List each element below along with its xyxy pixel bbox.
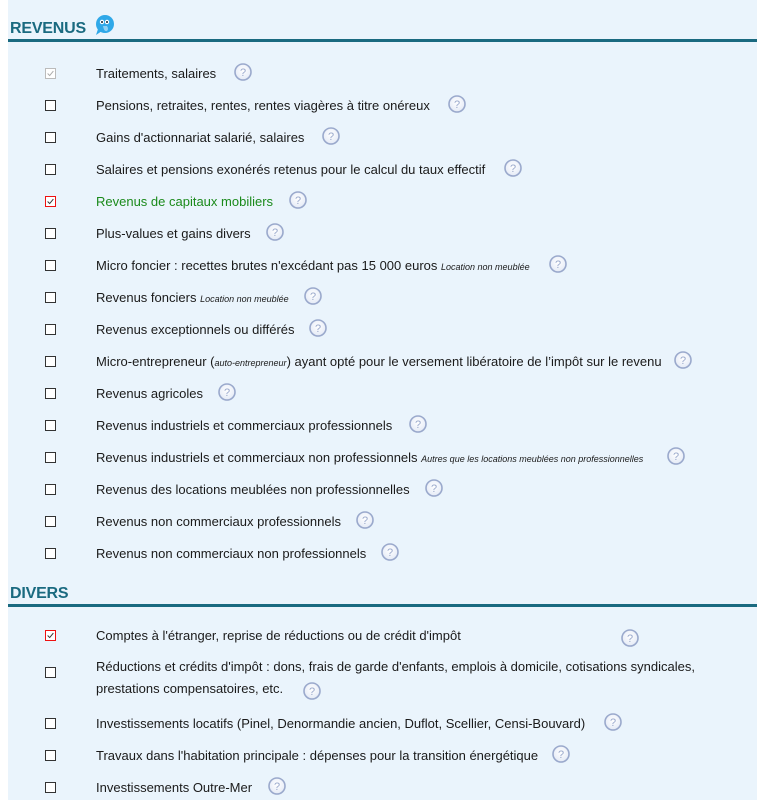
- svg-text:?: ?: [309, 291, 317, 303]
- check-icon: [46, 631, 55, 640]
- item-note: Location non meublée: [200, 294, 289, 304]
- item-checkbox[interactable]: [45, 132, 56, 143]
- question-mark-icon[interactable]: [666, 446, 686, 466]
- item-label-text: Gains d'actionnariat salarié, salaires: [96, 130, 305, 145]
- item-label[interactable]: [96, 546, 366, 562]
- section-title: DIVERS: [10, 585, 69, 602]
- item-label[interactable]: [96, 322, 295, 338]
- item-checkbox[interactable]: [45, 228, 56, 239]
- item-label[interactable]: [96, 354, 662, 371]
- item-label-text: Revenus fonciers: [96, 290, 197, 305]
- svg-text:?: ?: [609, 717, 617, 729]
- item-checkbox[interactable]: [45, 164, 56, 175]
- question-mark-icon[interactable]: [355, 510, 375, 530]
- item-label-text: Revenus exceptionnels ou différés: [96, 322, 295, 337]
- item-label-text: Investissements locatifs (Pinel, Denormandie ancien, Duflot, Scellier, Censi-Bouvard): [96, 716, 586, 731]
- item-label-text: Revenus non commerciaux professionnels: [96, 514, 341, 529]
- item-label[interactable]: [96, 418, 392, 434]
- item-checkbox[interactable]: [45, 782, 56, 793]
- item-checkbox[interactable]: [45, 548, 56, 559]
- question-mark-icon[interactable]: [620, 628, 640, 648]
- item-label-text: Investissements Outre-Mer: [96, 780, 253, 795]
- svg-text:?: ?: [271, 227, 279, 239]
- item-label[interactable]: [96, 130, 304, 146]
- help-mascot-icon[interactable]: [94, 14, 116, 36]
- svg-text:?: ?: [239, 67, 247, 79]
- check-icon: [46, 197, 55, 206]
- svg-text:?: ?: [308, 686, 316, 698]
- item-label-text: Pensions, retraites, rentes, rentes viagères à titre onéreux: [96, 98, 430, 113]
- item-label[interactable]: [96, 482, 410, 498]
- item-checkbox[interactable]: [45, 324, 56, 335]
- svg-text:?: ?: [557, 749, 565, 761]
- svg-text:?: ?: [223, 387, 231, 399]
- item-label-text: Revenus non commerciaux non professionnels: [96, 546, 367, 561]
- question-mark-icon[interactable]: [217, 382, 237, 402]
- svg-text:?: ?: [273, 781, 281, 793]
- svg-text:?: ?: [327, 131, 335, 143]
- item-label[interactable]: [96, 98, 430, 114]
- svg-text:?: ?: [386, 547, 394, 559]
- svg-text:?: ?: [453, 99, 461, 111]
- question-mark-icon[interactable]: [321, 126, 341, 146]
- question-mark-icon[interactable]: [603, 712, 623, 732]
- item-checkbox[interactable]: [45, 388, 56, 399]
- question-mark-icon[interactable]: [308, 318, 328, 338]
- item-label[interactable]: [96, 258, 530, 275]
- item-label-text: Travaux dans l'habitation principale : dépenses pour la transition énergétique: [96, 748, 539, 763]
- question-mark-icon[interactable]: [302, 681, 322, 701]
- item-label-text: Comptes à l'étranger, reprise de réductions ou de crédit d'impôt: [96, 628, 461, 643]
- svg-text:?: ?: [314, 323, 322, 335]
- item-checkbox[interactable]: [45, 292, 56, 303]
- svg-text:?: ?: [294, 195, 302, 207]
- question-mark-icon[interactable]: [380, 542, 400, 562]
- item-checkbox[interactable]: [45, 484, 56, 495]
- item-checkbox[interactable]: [45, 750, 56, 761]
- item-checkbox[interactable]: [45, 452, 56, 463]
- item-label-text: Plus-values et gains divers: [96, 226, 251, 241]
- section-title: REVENUS: [10, 20, 86, 37]
- item-label-text: Revenus de capitaux mobiliers: [96, 194, 274, 209]
- item-label[interactable]: [96, 386, 203, 402]
- svg-text:?: ?: [679, 355, 687, 367]
- item-checkbox[interactable]: [45, 260, 56, 271]
- item-label-small: auto-entrepreneur: [214, 358, 287, 368]
- section-header-revenus: [8, 0, 757, 42]
- item-checkbox[interactable]: [45, 630, 56, 641]
- item-note: Autres que les locations meublées non professionnelles: [421, 454, 644, 464]
- item-label[interactable]: [96, 656, 716, 700]
- question-mark-icon[interactable]: [267, 776, 287, 796]
- item-checkbox[interactable]: [45, 196, 56, 207]
- item-label[interactable]: [96, 226, 251, 242]
- question-mark-icon[interactable]: [503, 158, 523, 178]
- item-checkbox[interactable]: [45, 516, 56, 527]
- item-label[interactable]: [96, 450, 643, 467]
- declaration-panel: [8, 0, 757, 800]
- check-icon: [46, 69, 55, 78]
- item-label-text: Revenus industriels et commerciaux professionnels: [96, 418, 393, 433]
- svg-text:?: ?: [361, 515, 369, 527]
- svg-text:?: ?: [554, 259, 562, 271]
- item-label[interactable]: [96, 748, 538, 764]
- question-mark-icon[interactable]: [233, 62, 253, 82]
- section-header-divers: [8, 580, 757, 607]
- item-checkbox[interactable]: [45, 356, 56, 367]
- item-label-text: Revenus agricoles: [96, 386, 203, 401]
- svg-text:?: ?: [430, 483, 438, 495]
- svg-text:?: ?: [414, 419, 422, 431]
- item-label[interactable]: [96, 628, 461, 644]
- question-mark-icon[interactable]: [548, 254, 568, 274]
- item-label[interactable]: [96, 194, 273, 210]
- item-label[interactable]: [96, 162, 485, 178]
- item-checkbox[interactable]: [45, 100, 56, 111]
- item-note: Location non meublée: [441, 262, 530, 272]
- item-label[interactable]: [96, 716, 585, 732]
- item-checkbox: [45, 68, 56, 79]
- item-label[interactable]: [96, 290, 289, 307]
- question-mark-icon[interactable]: [447, 94, 467, 114]
- question-mark-icon[interactable]: [424, 478, 444, 498]
- item-label-text: Revenus industriels et commerciaux non professionnels: [96, 450, 418, 465]
- question-mark-icon[interactable]: [288, 190, 308, 210]
- svg-text:?: ?: [509, 163, 517, 175]
- item-label-text: Micro-entrepreneur (: [96, 354, 215, 369]
- svg-text:?: ?: [626, 633, 634, 645]
- item-label-text: Traitements, salaires: [96, 66, 217, 81]
- question-mark-icon[interactable]: [673, 350, 693, 370]
- item-checkbox[interactable]: [45, 420, 56, 431]
- svg-text:?: ?: [672, 451, 680, 463]
- item-label-text: Salaires et pensions exonérés retenus pour le calcul du taux effectif: [96, 162, 486, 177]
- question-mark-icon[interactable]: [303, 286, 323, 306]
- item-label[interactable]: [96, 514, 341, 530]
- item-checkbox[interactable]: [45, 667, 56, 678]
- question-mark-icon[interactable]: [551, 744, 571, 764]
- item-checkbox[interactable]: [45, 718, 56, 729]
- item-label-text: Réductions et crédits d'impôt : dons, frais de garde d'enfants, emplois à domicile, cotisations syndicales, prestations compensatoires, etc.: [96, 659, 695, 696]
- item-label[interactable]: [96, 66, 216, 82]
- question-mark-icon[interactable]: [265, 222, 285, 242]
- item-label-text: Revenus des locations meublées non professionnelles: [96, 482, 410, 497]
- item-label-text: ) ayant opté pour le versement libératoire de l’impôt sur le revenu: [286, 354, 662, 369]
- item-label-text: Micro foncier : recettes brutes n'excédant pas 15 000 euros: [96, 258, 438, 273]
- question-mark-icon[interactable]: [408, 414, 428, 434]
- item-label[interactable]: [96, 780, 252, 796]
